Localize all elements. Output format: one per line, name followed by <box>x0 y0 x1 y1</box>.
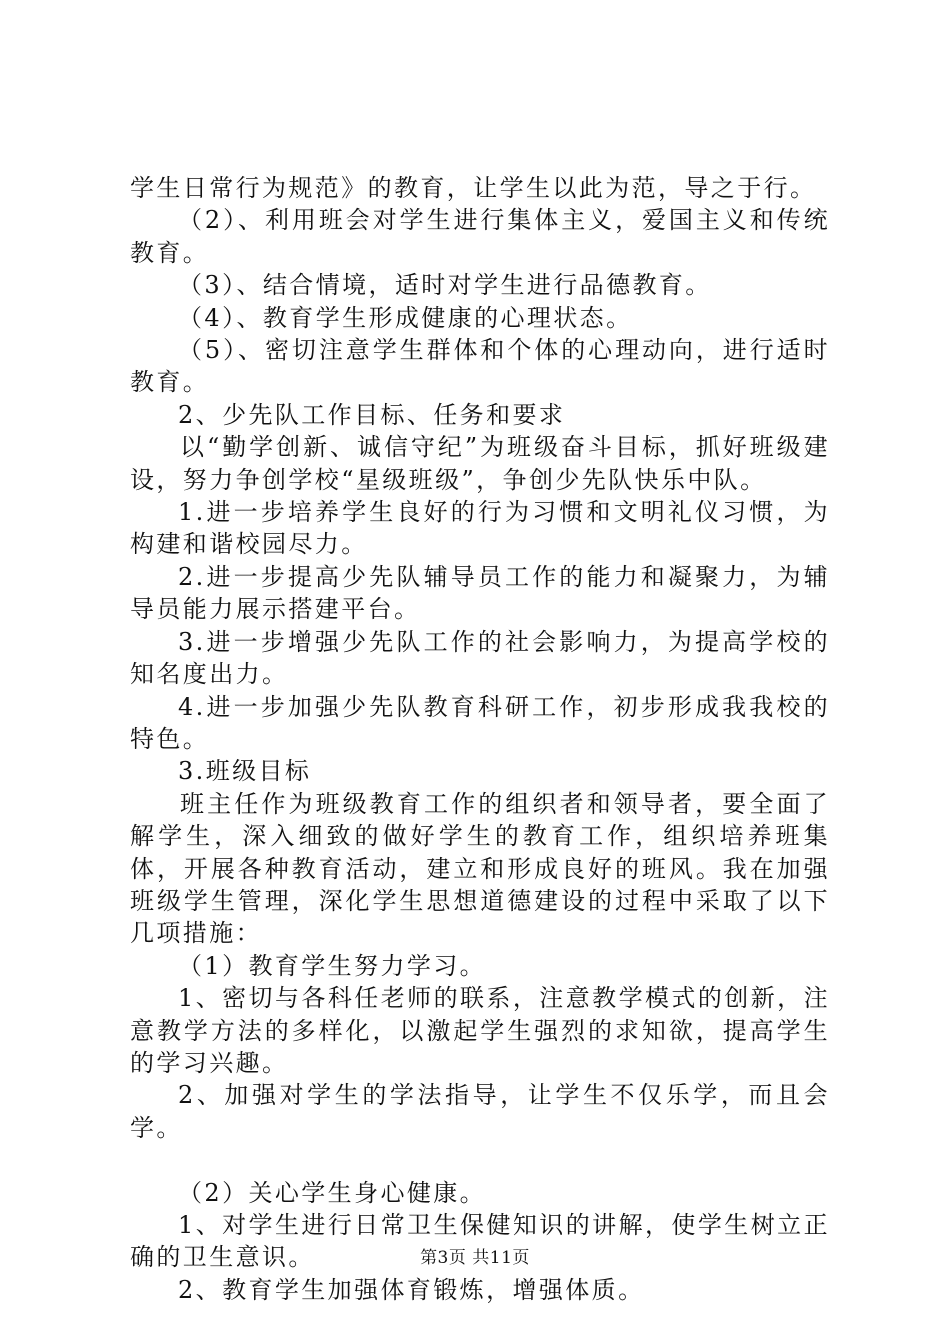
section-heading-class-target: 3.班级目标 <box>178 757 312 786</box>
paragraph-head-teacher: 班主任作为班级教育工作的组织者和领导者，要全面了解学生，深入细致的做好学生的教育工作，组织培养班集体，开展各种教育活动，建立和形成良好的班风。我在加强班级学生管理，深化学生思想道德建设的过程中采取了以下几项措施： <box>130 789 830 948</box>
paragraph-study-1: 1、密切与各科任老师的联系，注意教学模式的创新，注意教学方法的多样化，以激起学生强烈的求知欲，提高学生的学习兴趣。 <box>130 984 830 1077</box>
paragraph-goal-1: 1.进一步培养学生良好的行为习惯和文明礼仪习惯，为构建和谐校园尽力。 <box>130 498 830 559</box>
paragraph-goal-2: 2.进一步提高少先队辅导员工作的能力和凝聚力，为辅导员能力展示搭建平台。 <box>130 562 830 624</box>
section-heading-pioneers: 2、少先队工作目标、任务和要求 <box>178 400 566 429</box>
subheading-health: （2）关心学生身心健康。 <box>178 1178 487 1207</box>
paragraph-study-2: 2、加强对学生的学法指导，让学生不仅乐学，而且会学。 <box>130 1081 830 1142</box>
paragraph-item-5-attention: （5）、密切注意学生群体和个体的心理动向，进行适时教育。 <box>130 336 830 397</box>
paragraph-behavior-norms: 学生日常行为规范》的教育，让学生以此为范，导之于行。 <box>130 174 817 202</box>
paragraph-goal-3: 3.进一步增强少先队工作的社会影响力，为提高学校的知名度出力。 <box>130 627 830 689</box>
paragraph-item-2-patriotism: （2）、利用班会对学生进行集体主义，爱国主义和传统教育。 <box>130 206 830 267</box>
page-number-footer: 第3页 共11页 <box>420 1248 530 1268</box>
paragraph-item-3-moral: （3）、结合情境，适时对学生进行品德教育。 <box>178 271 712 300</box>
paragraph-health-2: 2、教育学生加强体育锻炼，增强体质。 <box>178 1275 645 1304</box>
blank-line <box>130 1144 830 1176</box>
paragraph-class-goal: 以“勤学创新、诚信守纪”为班级奋斗目标，抓好班级建设，努力争创学校“星级班级”，争创少先队快乐中队。 <box>130 433 830 494</box>
paragraph-health-1: 1、对学生进行日常卫生保健知识的讲解，使学生树立正确的卫生意识。 <box>130 1210 830 1272</box>
subheading-study: （1）教育学生努力学习。 <box>178 951 487 980</box>
paragraph-goal-4: 4.进一步加强少先队教育科研工作，初步形成我我校的特色。 <box>130 692 830 753</box>
document-body <box>130 172 830 1306</box>
paragraph-item-4-mental: （4）、教育学生形成健康的心理状态。 <box>178 303 633 332</box>
